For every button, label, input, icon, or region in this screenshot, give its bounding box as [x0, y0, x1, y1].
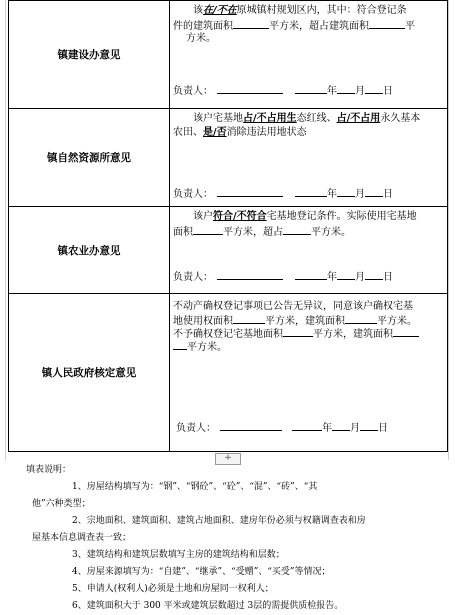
blank-field[interactable] — [332, 420, 350, 431]
choice-farmland[interactable]: 占/不占用 — [336, 113, 381, 124]
text-line: 面积 平方米，超占 平方米。 — [173, 224, 443, 239]
signature-line: 负责人： 年 月 日 — [173, 269, 393, 284]
instruction-item: 2、宗地面积、建筑面积、建筑占地面积、建房年份必须与权籍调查表和房 — [72, 516, 366, 526]
text-line: 农田、是/否消除违法用地状态 — [173, 127, 307, 138]
blank-field[interactable] — [295, 83, 327, 94]
instruction-item: 屋基本信息调查表一致； — [32, 533, 132, 543]
signature-line: 负责人： 年 月 日 — [173, 83, 393, 98]
text-line: 该在/不在原城镇村规划区内，其中：符合登记条 — [193, 5, 407, 16]
instructions-heading: 填表说明： — [26, 465, 72, 475]
blank-field[interactable] — [217, 83, 283, 94]
text-line: 不予确权登记宅基地面积 平方米，建筑面积 — [173, 326, 443, 341]
instruction-item: 6、建筑面积大于 300 平米或建筑层数超过 3层的需提供质检报告。 — [72, 601, 344, 611]
blank-field[interactable] — [295, 269, 327, 280]
blank-field[interactable] — [233, 313, 265, 324]
blank-field[interactable] — [233, 18, 269, 29]
text-line: 该户符合/不符合宅基地登记条件。实际使用宅基地 — [193, 211, 417, 222]
table-resize-handle[interactable]: + — [215, 453, 241, 465]
blank-field[interactable] — [360, 420, 378, 431]
table-row — [9, 1, 448, 109]
blank-field[interactable] — [365, 83, 383, 94]
table-row — [9, 294, 448, 452]
row-content[interactable] — [170, 294, 448, 452]
table-row — [9, 109, 448, 207]
blank-field[interactable] — [193, 224, 223, 235]
instruction-item: 1、房屋结构填写为：“钢”、“钢砼”、“砼”、“混”、“砖”、“其 — [72, 482, 318, 492]
opinion-table — [8, 0, 448, 452]
choice-qualified[interactable]: 符合/不符合 — [213, 211, 267, 222]
blank-field[interactable] — [337, 83, 355, 94]
instruction-item: 4、房屋来源填写为：“自建”、“继承”、“受赠”、“买受”等情况； — [72, 567, 331, 577]
choice-ecology[interactable]: 占/不占用生 — [243, 113, 297, 124]
blank-field[interactable] — [295, 186, 327, 197]
blank-field[interactable] — [369, 18, 405, 29]
instruction-item: 5、申请人(权利人)必须是土地和房屋同一权利人； — [72, 584, 274, 594]
page-edge-right — [448, 0, 455, 460]
row-label: 镇人民政府核定意见 — [9, 294, 170, 452]
row-label: 镇自然资源所意见 — [9, 109, 170, 207]
signature-line: 负责人： 年 月 日 — [173, 186, 393, 201]
row-label: 镇农业办意见 — [9, 207, 170, 294]
blank-field[interactable] — [292, 420, 322, 431]
blank-field[interactable] — [337, 269, 355, 280]
blank-field[interactable] — [365, 269, 383, 280]
blank-field[interactable] — [283, 224, 311, 235]
blank-field[interactable] — [365, 186, 383, 197]
blank-field[interactable] — [283, 326, 313, 337]
instruction-item: 他”六种类型； — [32, 499, 91, 509]
blank-field[interactable] — [337, 186, 355, 197]
text-line: 方米。 — [186, 33, 216, 44]
blank-field[interactable] — [393, 326, 419, 337]
blank-field[interactable] — [217, 186, 283, 197]
choice-in-plan[interactable]: 在/不在 — [203, 5, 237, 16]
instruction-item: 3、建筑结构和建筑层数填写主房的建筑结构和层数； — [72, 550, 285, 560]
table-row — [9, 207, 448, 294]
instructions — [24, 462, 444, 615]
text-line: 件的建筑面积 平方米，超占建筑面积 平 — [173, 18, 443, 33]
blank-field[interactable] — [220, 420, 282, 431]
row-content[interactable] — [170, 207, 448, 294]
blank-field[interactable] — [345, 313, 377, 324]
blank-field[interactable] — [217, 269, 283, 280]
text-line: 该户宅基地占/不占用生态红线、占/不占用永久基本 — [193, 113, 421, 124]
page-edge-left — [0, 0, 6, 460]
text-line: 地使用权面积 平方米，建筑面积 平方米。 — [173, 313, 443, 328]
row-content[interactable] — [170, 1, 448, 109]
text-line: 不动产确权登记事项已公告无异议，同意该户确权宅基 — [173, 301, 413, 312]
row-label: 镇建设办意见 — [9, 1, 170, 109]
text-line: 平方米。 — [173, 339, 443, 354]
blank-field[interactable] — [173, 339, 187, 350]
choice-violation[interactable]: 是/否 — [203, 127, 227, 138]
signature-line: 负责人： 年 月 日 — [176, 420, 388, 435]
row-content[interactable] — [170, 109, 448, 207]
